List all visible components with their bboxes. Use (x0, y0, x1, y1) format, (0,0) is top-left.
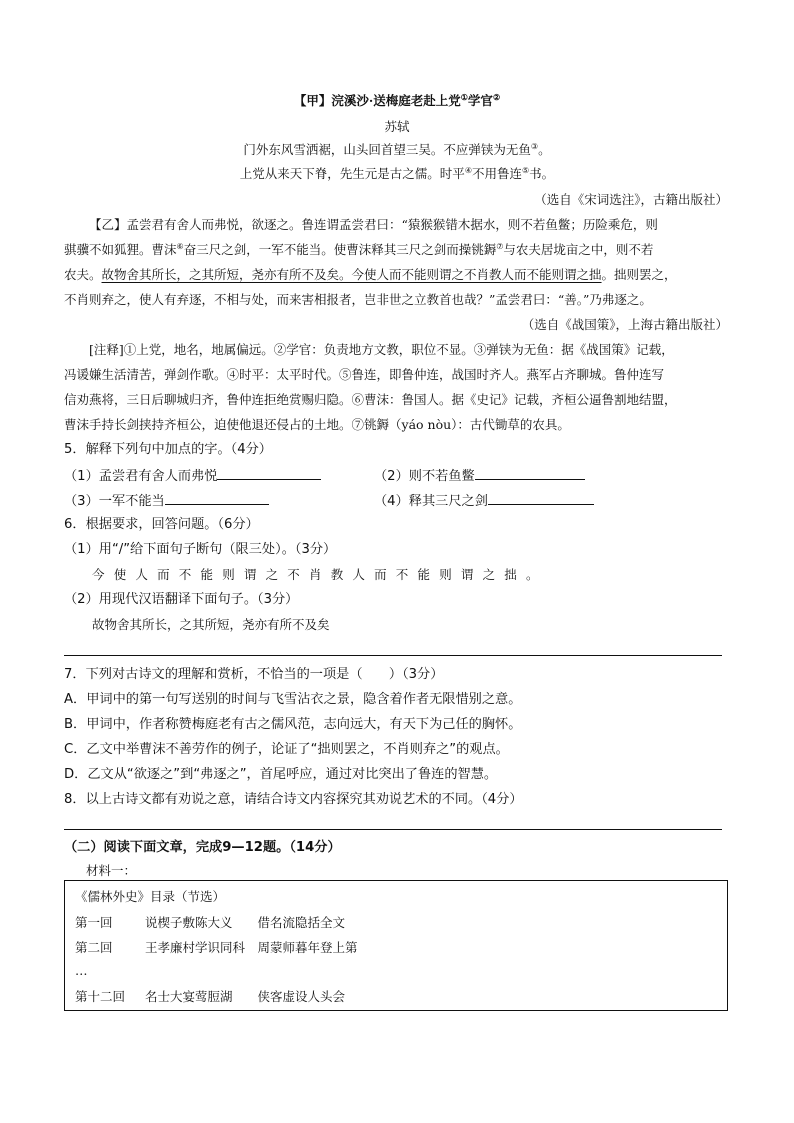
section-2-heading: （二）阅读下面文章，完成9—12题。（14分） (64, 840, 341, 855)
answer-blank[interactable] (488, 490, 594, 505)
q6-sub-2: （2）用现代汉语翻译下面句子。（3分） (64, 592, 299, 607)
prose-line-2: 骐骥不如狐狸。曹沫⑥奋三尺之剑，一军不能当。使曹沫释其三尺之剑而操铫鎒⑦与农夫居垅亩之中，则不若 (64, 241, 654, 257)
q5-stem: 5．解释下列句中加点的字。（4分） (64, 442, 272, 457)
answer-line[interactable] (64, 655, 722, 656)
q6-sub-1: （1）用“/”给下面句子断句（限三处）。（3分） (64, 542, 337, 557)
notes-line-1: [注释]①上党，地名，地属偏远。②学官：负责地方文教，职位不显。③弹铗为无鱼：据《战国策》记载， (89, 342, 674, 357)
material-label: 材料一： (86, 863, 137, 878)
answer-blank[interactable] (475, 465, 585, 480)
notes-line-2: 冯谖嫌生活清苦，弹剑作歌。④时平：太平时代。⑤鲁连，即鲁仲连，战国时齐人。燕军占齐聊城。鲁仲连写 (64, 367, 665, 382)
answer-blank[interactable] (217, 465, 321, 480)
prose-line-4: 不肖则弃之，使人有弃逐，不相与处，而来害相报者，岂非世之立教首也哉？”孟尝君曰：“善。”乃弗逐之。 (64, 292, 652, 307)
toc-row: … (75, 963, 88, 978)
prose-source: （选自《战国策》，上海古籍出版社） (521, 317, 728, 332)
q7-option-d: D．乙文从“欲逐之”到“弗逐之”，首尾呼应，通过对比突出了鲁连的智慧。 (64, 767, 498, 782)
poem-line-1: 门外东风雪洒裾，山头回首望三吴。不应弹铗为无鱼③。 (243, 141, 551, 157)
answer-blank[interactable] (165, 490, 269, 505)
q7-option-a: A．甲词中的第一句写送别的时间与飞雪沾衣之景，隐含着作者无限惜别之意。 (64, 692, 522, 707)
toc-row: 第十二回 名士大宴莺脰湖 侠客虚设人头会 (75, 989, 346, 1004)
poem-title: 【甲】浣溪沙·送梅庭老赴上党①学官② (293, 91, 501, 108)
toc-row: 第二回 王孝廉村学识同科 周蒙师暮年登上第 (75, 940, 358, 955)
toc-title: 《儒林外史》目录（节选） (75, 889, 226, 904)
poem-line-2: 上党从来天下脊，先生元是古之儒。时平④不用鲁连⑤书。 (239, 165, 555, 181)
prose-line-3: 农夫。故物舍其所长，之其所短，尧亦有所不及矣。今使人而不能则谓之不肖教人而不能则谓之拙。拙则罢之， (64, 267, 677, 282)
q6-sentence: 今使人而不能则谓之不肖教人而不能则谓之拙。 (92, 567, 548, 582)
q7-option-c: C．乙文中举曹沫不善劳作的例子，论证了“拙则罢之，不肖则弃之”的观点。 (64, 742, 509, 757)
q6-stem: 6．根据要求，回答问题。（6分） (64, 517, 259, 532)
q5-item-1: （1）孟尝君有舍人而弗悦 (64, 465, 321, 487)
prose-line-1: 【乙】孟尝君有舍人而弗悦，欲逐之。鲁连谓孟尝君曰：“猿猴猴错木据水，则不若鱼鳖；历险乘危，则 (89, 217, 658, 232)
toc-box (64, 880, 728, 1011)
q5-item-4: （4）释其三尺之剑 (374, 490, 594, 512)
poem-source: （选自《宋词选注》，古籍出版社） (534, 192, 728, 207)
q6-translate-sentence: 故物舍其所长，之其所短，尧亦有所不及矣 (92, 617, 330, 632)
q5-item-3: （3）一军不能当 (64, 490, 269, 512)
answer-line[interactable] (64, 829, 722, 830)
q7-stem: 7．下列对古诗文的理解和赏析，不恰当的一项是（ ）（3分） (64, 667, 444, 682)
q8-stem: 8．以上古诗文都有劝说之意，请结合诗文内容探究其劝说艺术的不同。（4分） (64, 792, 523, 807)
q7-option-b: B．甲词中，作者称赞梅庭老有古之儒风范，志向远大，有天下为己任的胸怀。 (64, 717, 522, 732)
notes-line-3: 信劝燕将，三日后聊城归齐，鲁仲连拒绝赏赐归隐。⑥曹沫：鲁国人。据《史记》记载，齐桓公逼鲁割地结盟， (64, 392, 677, 407)
q5-item-2: （2）则不若鱼鳖 (374, 465, 585, 487)
poem-author: 苏轼 (384, 119, 410, 134)
toc-row: 第一回 说楔子敷陈大义 借名流隐括全文 (75, 915, 346, 930)
notes-line-4: 曹沫手持长剑挟持齐桓公，迫使他退还侵占的土地。⑦铫鎒（yáo nòu）：古代锄草的农具。 (64, 417, 570, 432)
underlined-passage: 故物舍其所长，之其所短，尧亦有所不及矣。今使人而不能则谓之不肖教人而不能则谓之拙 (101, 267, 602, 282)
